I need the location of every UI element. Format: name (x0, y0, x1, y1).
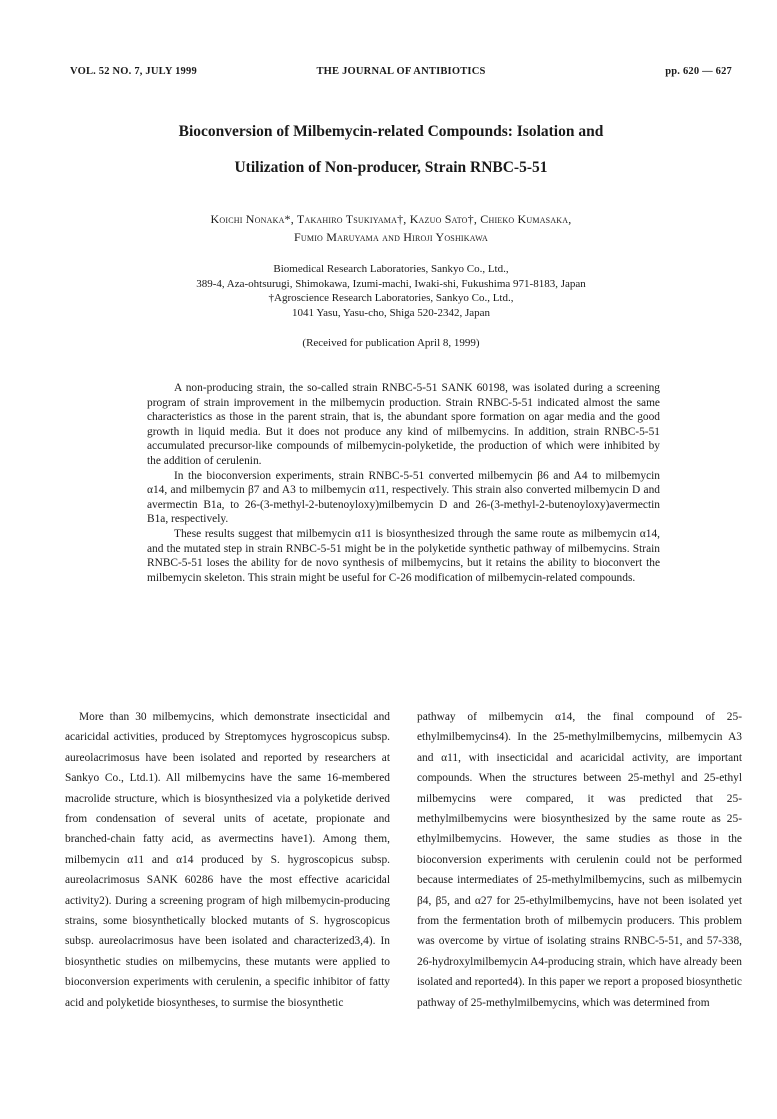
abstract-paragraph-1: A non-producing strain, the so-called strain RNBC-5-51 SANK 60198, was isolated during a screening program of strain improvement in the milbemycin production. Strain RNBC-5-51 indicated almost the same characteristics as those in the parent strain, that is, the abundant spore formation on agar media and the good growth in liquid media. But it does not produce any kind of milbemycins. In addition, strain RNBC-5-51 accumulated precursor-like compounds of milbemycin-polyketide, the production of which were inhibited by the addition of cerulenin. (147, 382, 660, 467)
authors-line-2: Fumio Maruyama and Hiroji Yoshikawa (294, 230, 488, 244)
affiliations (60, 262, 722, 320)
received-date: (Received for publication April 8, 1999) (302, 337, 480, 349)
affiliation-line-2: 389-4, Aza-ohtsurugi, Shimokawa, Izumi-machi, Iwaki-shi, Fukushima 971-8183, Japan (196, 277, 586, 290)
affiliation-line-1: Biomedical Research Laboratories, Sankyo Co., Ltd., (273, 263, 509, 275)
page-range: pp. 620 — 627 (665, 66, 732, 77)
journal-name: THE JOURNAL OF ANTIBIOTICS (316, 66, 486, 77)
authors-line-1: Koichi Nonaka*, Takahiro Tsukiyama†, Kazuo Sato†, Chieko Kumasaka, (210, 212, 572, 226)
title-line-2: Utilization of Non-producer, Strain RNBC-5-51 (234, 159, 548, 176)
affiliation-line-4: 1041 Yasu, Yasu-cho, Shiga 520-2342, Japan (291, 306, 490, 319)
body-paragraph-left: More than 30 milbemycins, which demonstrate insecticidal and acaricidal activities, produced by Streptomyces hygroscopicus subsp. aureolacrimosus have been isolated and reported by researchers at Sankyo Co., Ltd.1). All milbemycins have the same 16-membered macrolide structure, which is biosynthesized via a polyketide derived from condensation of several units of acetate, propionate and branched-chain fatty acid, as avermectins have1). Among them, milbemycin α11 and α14 produced by S. hygroscopicus subsp. aureolacrimosus SANK 60286 have the most effective acaricidal activity2). During a screening program of high milbemycin-producing strains, some biosynthetically blocked mutants of S. hygroscopicus subsp. aureolacrimosus have been isolated and characterized3,4). In biosynthetic studies on milbemycins, these mutants were applied to bioconversion experiments with cerulenin, a specific inhibitor of fatty acid and polyketide biosyntheses, to surmise the biosynthetic (65, 711, 390, 1009)
abstract (147, 381, 660, 585)
affiliation-line-3: †Agroscience Research Laboratories, Sankyo Co., Ltd., (268, 292, 514, 304)
running-head (70, 66, 732, 80)
abstract-paragraph-3: These results suggest that milbemycin α11 is biosynthesized through the same route as milbemycin α14, and the mutated step in strain RNBC-5-51 might be in the polyketide synthetic pathway of milbemycins. Strain RNBC-5-51 loses the ability for de novo synthesis of milbemycins, but it retains the ability to bioconvert the milbemycin skeleton. This strain might be useful for C-26 modification of milbemycin-related compounds. (147, 527, 660, 584)
abstract-paragraph-2: In the bioconversion experiments, strain RNBC-5-51 converted milbemycin β6 and A4 to milbemycin α14, and milbemycin β7 and A3 to milbemycin α11, respectively. This strain also converted milbemycin D and avermectin B1a, to 26-(3-methyl-2-butenoyloxy)milbemycin D and 26-(3-methyl-2-butenoyloxy)avermectin B1a, respectively. (147, 469, 660, 526)
article-title (60, 114, 722, 186)
body-paragraph-right: pathway of milbemycin α14, the final compound of 25-ethylmilbemycins4). In the 25-methylmilbemycins, milbemycin A3 and α11, with insecticidal and acaricidal activity, are important compounds. When the structures between 25-methyl and 25-ethyl milbemycins were compared, it was predicted that 25-methylmilbemycins were biosynthesized by the same route as 25-ethylmilbemycins. However, the same studies as those in the bioconversion experiments with cerulenin could not be performed because intermediates of 25-methylmilbemycins, such as milbemycin β4, β5, and α27 for 25-ethylmilbemycins, have not been isolated yet from the fermentation broth of milbemycin producers. This problem was overcome by virtue of isolating strains RNBC-5-51, and 57-338, 26-hydroxylmilbemycin A4-producing strain, which have already been isolated and reported4). In this paper we report a proposed biosynthetic pathway of 25-methylmilbemycins, which was determined from (417, 711, 742, 1009)
body-column-right (417, 707, 742, 1013)
journal-volume: VOL. 52 NO. 7, JULY 1999 (70, 66, 197, 77)
author-list (60, 210, 722, 246)
body-column-left (65, 707, 390, 1013)
title-line-1: Bioconversion of Milbemycin-related Compounds: Isolation and (178, 123, 604, 140)
